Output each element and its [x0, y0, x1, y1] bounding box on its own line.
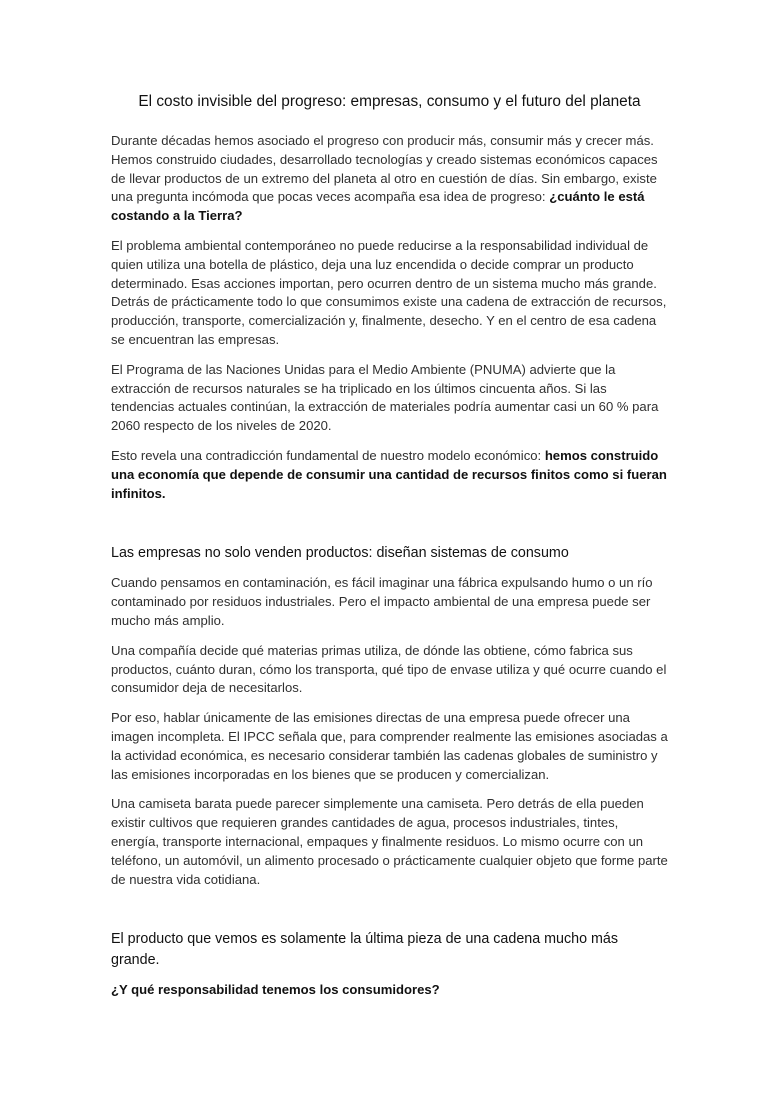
intro-paragraph-1	[111, 132, 668, 226]
section-2-subheading: ¿Y qué responsabilidad tenemos los consumidores?	[111, 982, 440, 998]
intro-paragraph-1-text: Durante décadas hemos asociado el progreso con producir más, consumir más y crecer más. Hemos construido ciudades, desarrollado tecnologías y creado sistemas económicos capaces de llevar productos de un extremo del planeta al otro en cuestión de días. Sin embargo, existe una pregunta incómoda que pocas veces acompaña esa idea de progreso:	[111, 133, 658, 205]
intro-paragraph-3: El Programa de las Naciones Unidas para el Medio Ambiente (PNUMA) advierte que la extracción de recursos naturales se ha triplicado en los últimos cincuenta años. Si las tendencias actuales continúan, la extracción de materiales podría aumentar casi un 60 % para 2060 respecto de los niveles de 2020.	[111, 361, 659, 434]
intro-paragraph-4-emphasis: hemos construido una economía que depende de consumir una cantidad de recursos finitos como si fueran infinitos.	[111, 447, 667, 501]
intro-paragraph-4-text: Esto revela una contradicción fundamental de nuestro modelo económico:	[111, 447, 545, 463]
section-1-paragraph-3: Por eso, hablar únicamente de las emisiones directas de una empresa puede ofrecer una imagen incompleta. El IPCC señala que, para comprender realmente las emisiones asociadas a la actividad económica, es necesario considerar también las cadenas globales de suministro y las emisiones incorporadas en los bienes que se producen y comercializan.	[111, 710, 668, 782]
section-1-paragraph-1: Cuando pensamos en contaminación, es fácil imaginar una fábrica expulsando humo o un río contaminado por residuos industriales. Pero el impacto ambiental de una empresa puede ser mucho más amplio.	[111, 575, 653, 628]
section-2-heading: El producto que vemos es solamente la última pieza de una cadena mucho más grande.	[111, 931, 619, 969]
intro-paragraph-1-emphasis: ¿cuánto le está costando a la Tierra?	[111, 189, 645, 224]
intro-paragraph-2: El problema ambiental contemporáneo no puede reducirse a la responsabilidad individual de quien utiliza una botella de plástico, deja una luz encendida o decide comprar un producto determinado. Esas acciones importan, pero ocurren dentro de un sistema mucho más grande. Detrás de prácticamente todo lo que consumimos existe una cadena de extracción de recursos, producción, transporte, comercialización y, finalmente, desecho. Y en el centro de esa cadena se encuentran las empresas.	[111, 237, 667, 347]
section-1-heading: Las empresas no solo venden productos: diseñan sistemas de consumo	[111, 545, 569, 562]
section-1-paragraph-2: Una compañía decide qué materias primas utiliza, de dónde las obtiene, cómo fabrica sus productos, cuánto duran, cómo los transporta, qué tipo de envase utiliza y qué ocurre cuando el consumidor deja de necesitarlos.	[111, 642, 667, 696]
document-title: El costo invisible del progreso: empresas, consumo y el futuro del planeta	[138, 93, 641, 110]
section-1-paragraph-4: Una camiseta barata puede parecer simplemente una camiseta. Pero detrás de ella pueden existir cultivos que requieren grandes cantidades de agua, procesos industriales, tintes, energía, transporte internacional, empaques y finalmente residuos. Lo mismo ocurre con un teléfono, un automóvil, un alimento procesado o prácticamente cualquier objeto que forme parte de nuestra vida cotidiana.	[111, 796, 668, 887]
intro-paragraph-4	[111, 447, 668, 503]
